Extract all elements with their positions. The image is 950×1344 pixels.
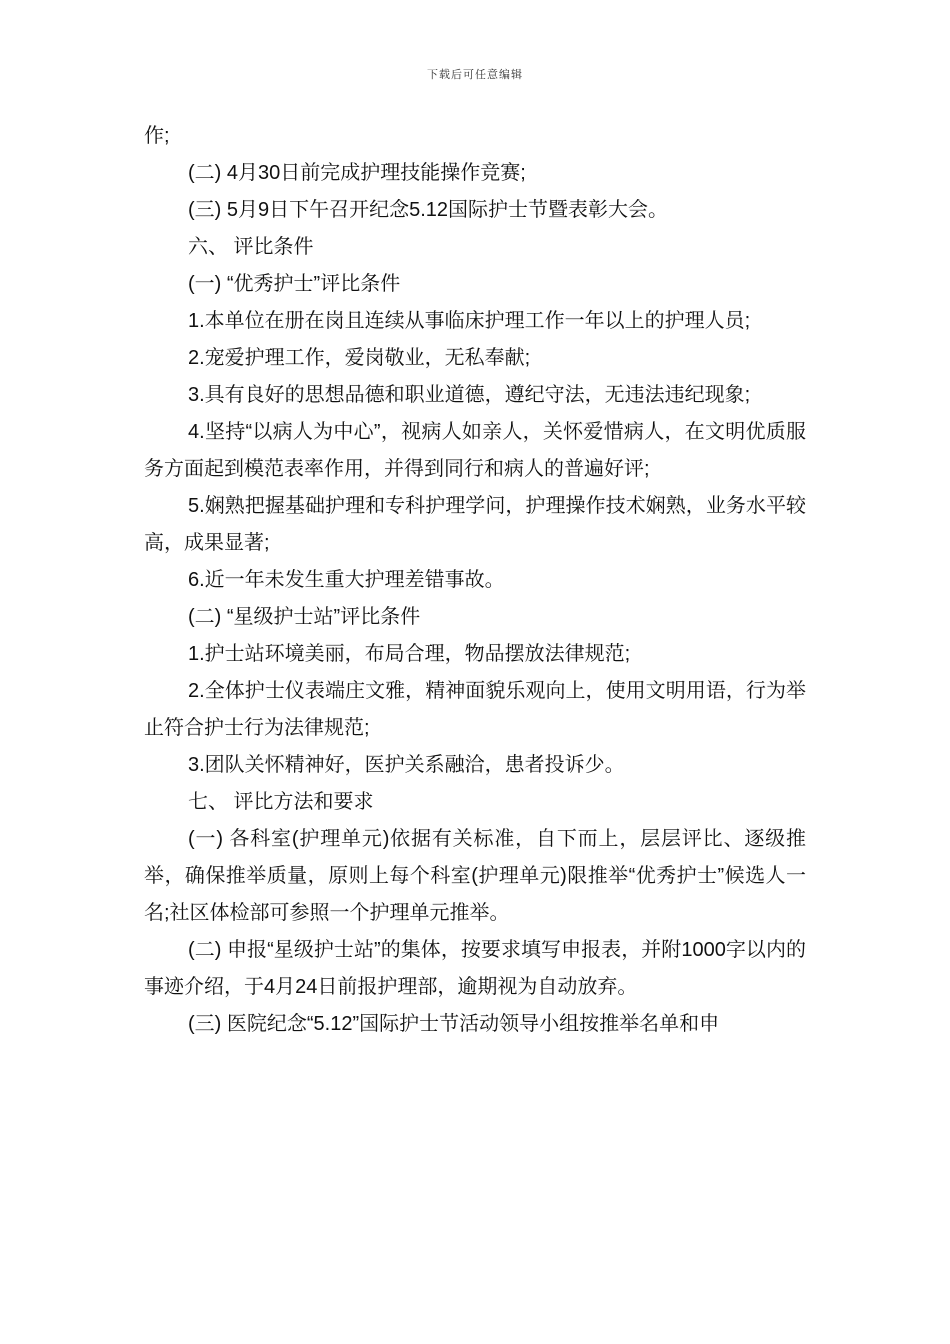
paragraph: (二) 4月30日前完成护理技能操作竞赛;	[188, 162, 526, 184]
list-item: 6.近一年未发生重大护理差错事故。	[188, 569, 505, 591]
document-body	[144, 118, 806, 1043]
list-item: 3.具有良好的思想品德和职业道德，遵纪守法，无违法违纪现象;	[188, 384, 751, 406]
list-item: 5.娴熟把握基础护理和专科护理学问，护理操作技术娴熟，业务水平较高，成果显著;	[144, 495, 806, 554]
paragraph: (三) 5月9日下午召开纪念5.12国际护士节暨表彰大会。	[188, 199, 669, 221]
subsection-heading: (二) “星级护士站”评比条件	[188, 606, 421, 628]
list-item: 3.团队关怀精神好，医护关系融洽，患者投诉少。	[188, 754, 625, 776]
list-item: 4.坚持“以病人为中心”，视病人如亲人，关怀爱惜病人，在文明优质服务方面起到模范表率作用，并得到同行和病人的普遍好评;	[144, 421, 806, 480]
list-item: 2.宠爱护理工作，爱岗敬业，无私奉献;	[188, 347, 531, 369]
paragraph: (二) 申报“星级护士站”的集体，按要求填写申报表，并附1000字以内的事迹介绍，于4月24日前报护理部，逾期视为自动放弃。	[144, 939, 806, 998]
paragraph-continuation: 作;	[144, 125, 170, 147]
section-heading: 七、 评比方法和要求	[188, 791, 374, 813]
list-item: 1.护士站环境美丽，布局合理，物品摆放法律规范;	[188, 643, 631, 665]
header-note: 下载后可任意编辑	[427, 69, 523, 81]
subsection-heading: (一) “优秀护士”评比条件	[188, 273, 401, 295]
section-heading: 六、 评比条件	[188, 236, 314, 258]
paragraph: (三) 医院纪念“5.12”国际护士节活动领导小组按推举名单和申	[188, 1013, 720, 1035]
list-item: 1.本单位在册在岗且连续从事临床护理工作一年以上的护理人员;	[188, 310, 751, 332]
list-item: 2.全体护士仪表端庄文雅，精神面貌乐观向上，使用文明用语，行为举止符合护士行为法律规范;	[144, 680, 806, 739]
paragraph: (一) 各科室(护理单元)依据有关标准，自下而上，层层评比、逐级推举，确保推举质量，原则上每个科室(护理单元)限推举“优秀护士”候选人一名;社区体检部可参照一个护理单元推举。	[144, 828, 806, 924]
